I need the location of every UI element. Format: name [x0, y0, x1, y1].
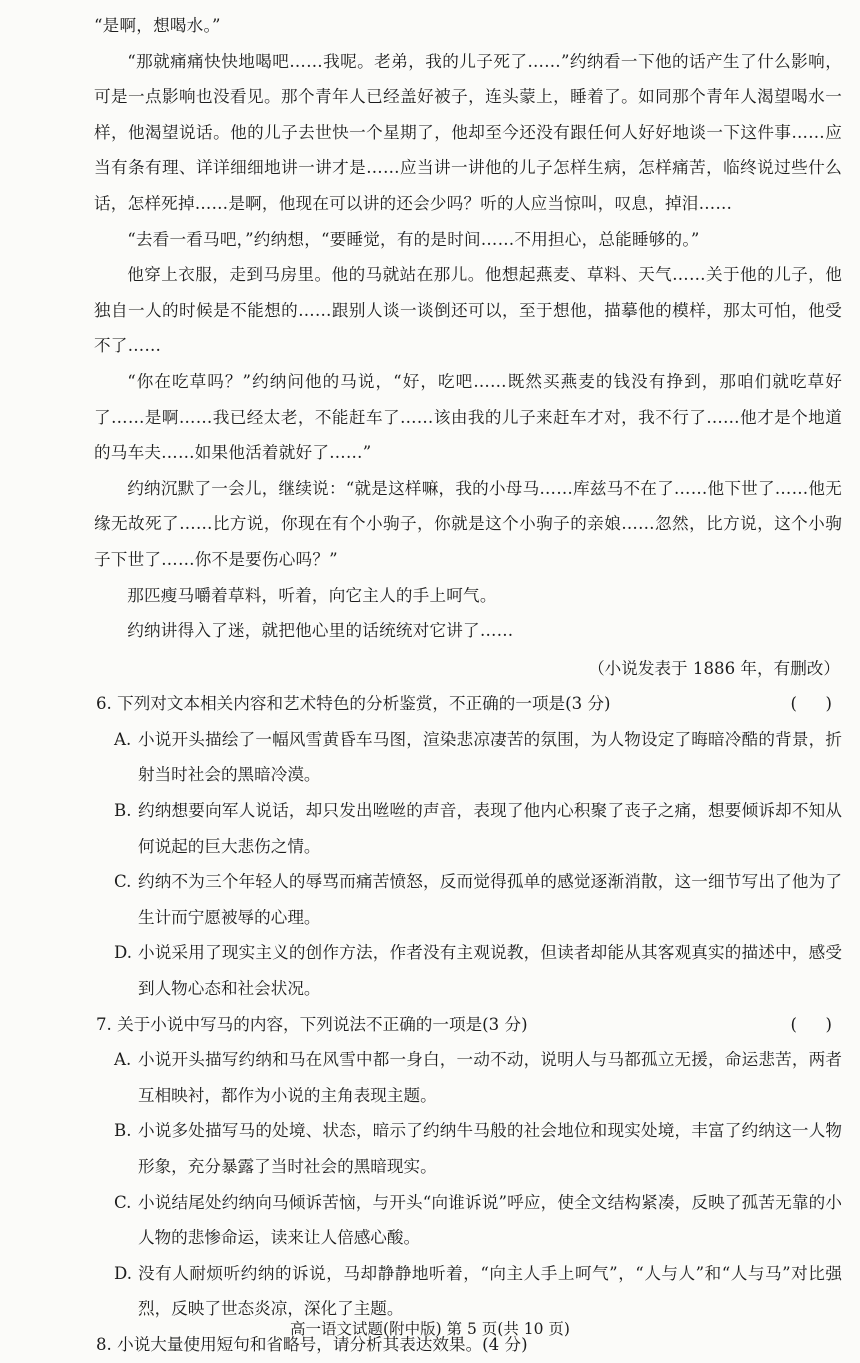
question-6: [94, 686, 842, 1006]
option-text: 小说开头描绘了一幅风雪黄昏车马图，渲染悲凉凄苦的氛围，为人物设定了晦暗冷酷的背景，折射当时社会的黑暗冷漠。: [138, 729, 842, 785]
answer-blank: ( ): [790, 694, 838, 714]
option-text: 小说结尾处约纳向马倾诉苦恼，与开头“向谁诉说”呼应，使全文结构紧凑，反映了孤苦无靠的小人物的悲惨命运，读来让人倍感心酸。: [138, 1192, 842, 1248]
question-stem: 7. 关于小说中写马的内容，下列说法不正确的一项是(3 分): [96, 1014, 528, 1034]
question-stem: 8. 小说大量使用短句和省略号，请分析其表达效果。(4 分): [96, 1334, 528, 1354]
passage-paragraph: 那匹瘦马嚼着草料，听着，向它主人的手上呵气。: [127, 585, 497, 605]
option-text: 小说开头描写约纳和马在风雪中都一身白，一动不动，说明人与马都孤立无援，命运悲苦，两者互相映衬，都作为小说的主角表现主题。: [138, 1050, 842, 1105]
option-text: 小说采用了现实主义的创作方法，作者没有主观说教，但读者却能从其客观真实的描述中，感受到人物心态和社会状况。: [138, 943, 842, 999]
option-letter: D.: [114, 1263, 132, 1283]
passage-paragraph: 约纳沉默了一会儿，继续说：“就是这样嘛，我的小母马……库兹马不在了……他下世了……他无缘无故死了……比方说，你现在有个小驹子，你就是这个小驹子的亲娘……忽然，比方说，这个小驹子下世了……你不是要伤心吗？”: [94, 478, 842, 569]
option-d: [114, 935, 842, 1006]
option-letter: D.: [114, 943, 132, 963]
option-letter: B.: [114, 801, 132, 821]
question-7: [94, 1007, 842, 1327]
answer-blank: ( ): [790, 1014, 838, 1034]
option-b: [114, 1113, 842, 1184]
option-a: [114, 722, 842, 793]
passage: [94, 8, 842, 649]
option-text: 约纳不为三个年轻人的辱骂而痛苦愤怒，反而觉得孤单的感觉逐渐消散，这一细节写出了他为了生计而宁愿被辱的心理。: [138, 872, 842, 927]
option-text: 没有人耐烦听约纳的诉说，马却静静地听着，“向主人手上呵气”，“人与人”和“人与马”对比强烈，反映了世态炎凉，深化了主题。: [138, 1263, 842, 1319]
question-stem: 6. 下列对文本相关内容和艺术特色的分析鉴赏，不正确的一项是(3 分): [96, 694, 611, 714]
source-note: （小说发表于 1886 年，有删改）: [588, 658, 840, 678]
passage-paragraph: 他穿上衣服，走到马房里。他的马就站在那儿。他想起燕麦、草料、天气……关于他的儿子，他独自一人的时候是不能想的……跟别人谈一谈倒还可以，至于想他，描摹他的模样，那太可怕，他受不了……: [94, 265, 842, 356]
option-letter: C.: [114, 1192, 132, 1212]
option-letter: B.: [114, 1121, 132, 1141]
passage-paragraph: 约纳讲得入了迷，就把他心里的话统统对它讲了……: [127, 621, 514, 641]
option-a: [114, 1042, 842, 1113]
option-c: [114, 1185, 842, 1256]
option-letter: C.: [114, 872, 132, 892]
option-text: 约纳想要向军人说话，却只发出咝咝的声音，表现了他内心积聚了丧子之痛，想要倾诉却不知从何说起的巨大悲伤之情。: [138, 801, 842, 856]
passage-paragraph: “去看一看马吧，”约纳想，“要睡觉，有的是时间……不用担心，总能睡够的。”: [127, 229, 700, 249]
page-footer: 高一语文试题(附中版) 第 5 页(共 10 页): [290, 1320, 570, 1338]
option-c: [114, 864, 842, 935]
option-text: 小说多处描写马的处境、状态，暗示了约纳牛马般的社会地位和现实处境，丰富了约纳这一人物形象，充分暴露了当时社会的黑暗现实。: [138, 1121, 842, 1176]
passage-paragraph: “你在吃草吗？”约纳问他的马说，“好，吃吧……既然买燕麦的钱没有挣到，那咱们就吃草好了……是啊……我已经太老，不能赶车了……该由我的儿子来赶车才对，我不行了……他才是个地道的马车夫……如果他活着就好了……”: [94, 371, 842, 463]
option-b: [114, 793, 842, 864]
passage-paragraph: “那就痛痛快快地喝吧……我呢。老弟，我的儿子死了……”约纳看一下他的话产生了什么影响，可是一点影响也没看见。那个青年人已经盖好被子，连头蒙上，睡着了。如同那个青年人渴望喝水一样，他渴望说话。他的儿子去世快一个星期了，他却至今还没有跟任何人好好地谈一下这件事……应当有条有理、详详细细地讲一讲才是……应当讲一讲他的儿子怎样生病，怎样痛苦，临终说过些什么话，怎样死掉……是啊，他现在可以讲的还会少吗？听的人应当惊叫，叹息，掉泪……: [94, 51, 842, 213]
option-letter: A.: [114, 1050, 132, 1070]
option-letter: A.: [114, 729, 132, 749]
passage-paragraph: “是啊，想喝水。”: [94, 16, 221, 35]
